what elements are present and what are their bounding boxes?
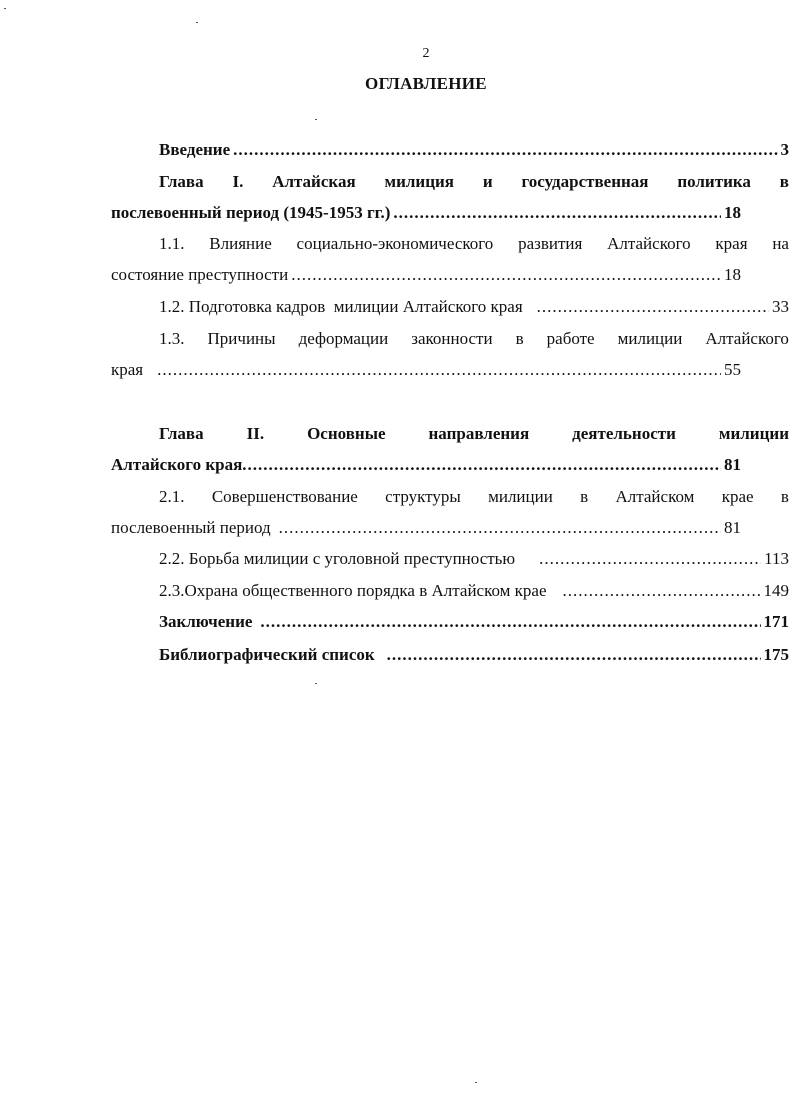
word: Совершенствование: [211, 487, 358, 506]
leader-dots: [157, 354, 721, 386]
word: на: [772, 234, 789, 253]
scan-speck: [4, 8, 6, 9]
toc-conclusion-label: Заключение: [159, 612, 253, 631]
leader-dots: [393, 197, 721, 229]
scan-speck: [315, 683, 317, 684]
leader-dots: [260, 606, 760, 638]
word: края: [715, 234, 748, 253]
page-title: ОГЛАВЛЕНИЕ: [365, 74, 487, 93]
toc-s1-3-page: 55: [724, 360, 741, 379]
word: милиции: [488, 487, 553, 506]
leader-dots: [242, 449, 721, 481]
toc-s2-3-label: 2.3.Охрана общественного порядка в Алтайском крае: [159, 581, 547, 600]
leader-dots: [387, 639, 761, 671]
toc-entry-s2-2: [111, 543, 789, 575]
toc-chapter1-page: 18: [724, 203, 741, 222]
toc-conclusion-page: 171: [763, 612, 789, 631]
toc-s1-1-line2: [111, 259, 741, 291]
toc-s2-1-page: 81: [724, 518, 741, 537]
word: законности: [411, 329, 493, 348]
word: 2.1.: [159, 487, 185, 506]
word: Алтайского: [607, 234, 691, 253]
toc-s2-2-page: 113: [764, 549, 789, 568]
scan-speck: [475, 1082, 477, 1083]
word: государственная: [521, 172, 649, 191]
leader-dots: [279, 512, 721, 544]
toc-entry-conclusion: [111, 606, 789, 638]
toc-s2-1-line1: [111, 481, 789, 513]
leader-dots: [537, 291, 769, 323]
toc-chapter2-line2: [111, 449, 741, 481]
word: 1.1.: [159, 234, 185, 253]
word: работе: [546, 329, 595, 348]
word: милиция: [384, 172, 454, 191]
scan-speck: [315, 119, 317, 120]
word: социально-экономического: [296, 234, 494, 253]
toc-chapter2-page: 81: [724, 455, 741, 474]
toc-s1-2-page: 33: [772, 297, 789, 316]
word: деятельности: [572, 424, 676, 443]
toc-chapter2-label: Алтайского края: [111, 455, 243, 474]
word: в: [780, 487, 789, 506]
word: Глава: [159, 424, 204, 443]
page-number: 2: [422, 46, 430, 61]
toc-chapter1-label: послевоенный период (1945-1953 гг.): [111, 203, 391, 222]
toc-s2-1-line2: [111, 512, 741, 544]
toc-bibliography-page: 175: [763, 645, 789, 664]
word: милиции: [718, 424, 789, 443]
word: Алтайская: [272, 172, 356, 191]
toc-bibliography-label: Библиографический список: [159, 645, 375, 664]
toc-entry-s2-3: [111, 575, 789, 607]
scan-speck: [196, 22, 198, 23]
word: II.: [246, 424, 265, 443]
word: Причины: [207, 329, 276, 348]
toc-s1-2-label: 1.2. Подготовка кадров милиции Алтайского края: [159, 297, 523, 316]
word: Глава: [159, 172, 204, 191]
toc-chapter1-line1: [111, 166, 789, 198]
word: политика: [677, 172, 751, 191]
toc-s1-3-label: края: [111, 360, 144, 379]
toc-intro-page: 3: [780, 140, 789, 159]
word: 1.3.: [159, 329, 185, 348]
toc-s1-1-label: состояние преступности: [111, 265, 289, 284]
toc-entry-intro: [111, 134, 789, 166]
word: деформации: [298, 329, 389, 348]
leader-dots: [563, 575, 761, 607]
word: Влияние: [209, 234, 272, 253]
word: милиции: [617, 329, 683, 348]
leader-dots: [539, 543, 761, 575]
toc-s1-3-line2: [111, 354, 741, 386]
word: структуры: [385, 487, 461, 506]
word: развития: [518, 234, 583, 253]
toc-s1-1-line1: [111, 228, 789, 260]
toc-entry-bibliography: [111, 639, 789, 671]
toc-chapter2-line1: [111, 418, 789, 450]
word: направления: [428, 424, 530, 443]
word: в: [779, 172, 789, 191]
toc-s2-1-label: послевоенный период: [111, 518, 271, 537]
word: крае: [721, 487, 754, 506]
toc-s2-2-label: 2.2. Борьба милиции с уголовной преступностью: [159, 549, 516, 568]
toc-intro-label: Введение: [159, 140, 231, 159]
toc-chapter1-line2: [111, 197, 741, 229]
word: в: [515, 329, 524, 348]
toc-s1-3-line1: [111, 323, 789, 355]
word: в: [580, 487, 589, 506]
toc-s1-1-page: 18: [724, 265, 741, 284]
word: Алтайском: [615, 487, 695, 506]
toc-s2-3-page: 149: [763, 581, 789, 600]
word: и: [482, 172, 493, 191]
toc-entry-s1-2: [111, 291, 789, 323]
word: I.: [232, 172, 244, 191]
leader-dots: [233, 134, 777, 166]
leader-dots: [291, 259, 721, 291]
word: Основные: [307, 424, 386, 443]
word: Алтайского: [705, 329, 789, 348]
